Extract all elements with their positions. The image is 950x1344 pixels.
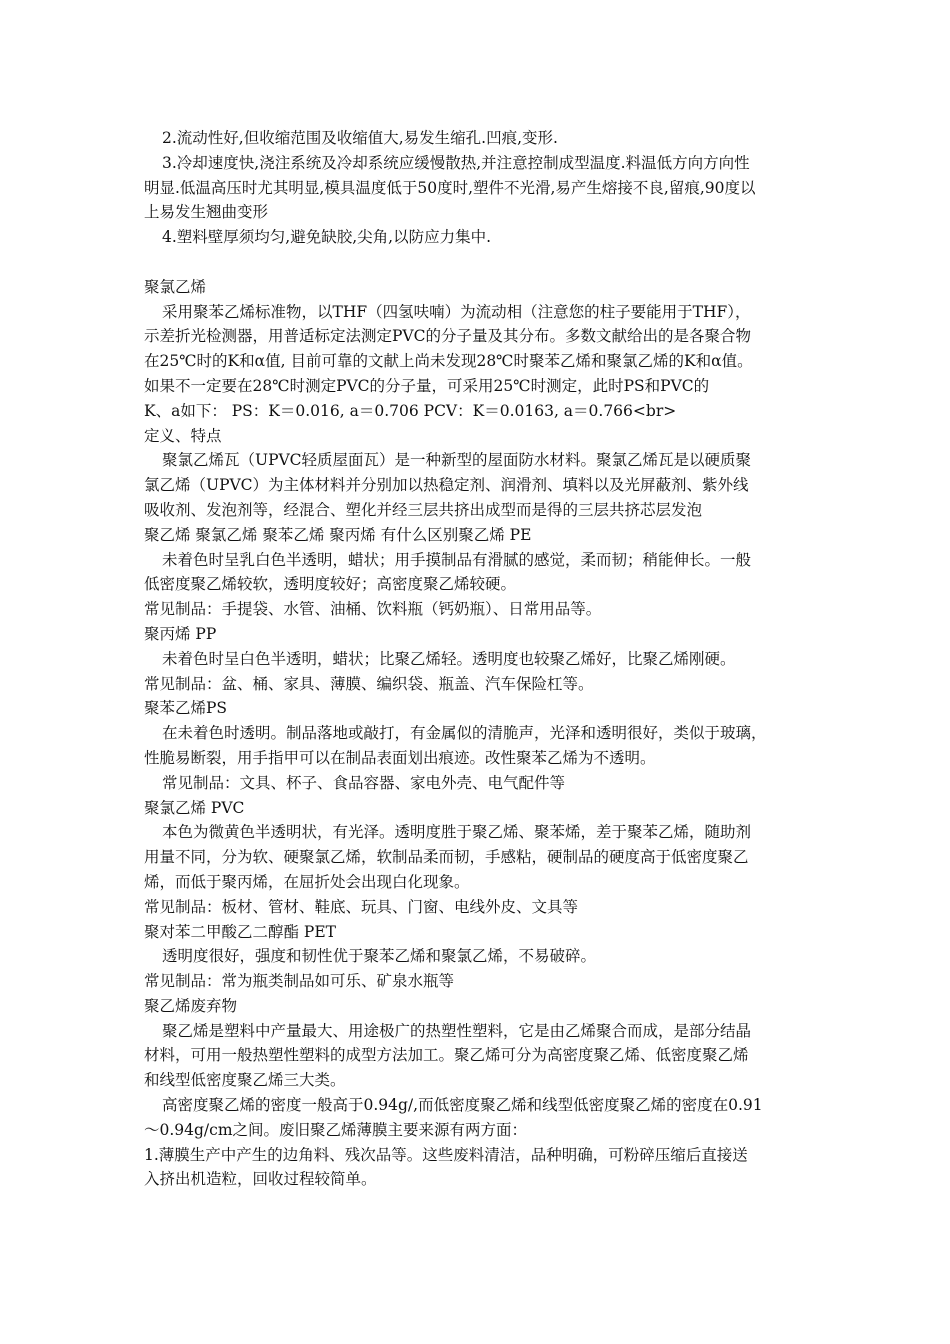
text-line: 1.薄膜生产中产生的边角料、残次品等。这些废料清洁，品种明确，可粉碎压缩后直接送 [144, 1145, 748, 1164]
text-line: 明显.低温高压时尤其明显,模具温度低于50度时,塑件不光滑,易产生熔接不良,留痕,90度以 [144, 178, 756, 197]
text-line: 上易发生翘曲变形 [144, 203, 269, 222]
text-line: ～0.94g/cm之间。废旧聚乙烯薄膜主要来源有两方面： [144, 1120, 528, 1139]
text-line: 透明度很好，强度和韧性优于聚苯乙烯和聚氯乙烯，不易破碎。 [162, 947, 597, 966]
text-line: 示差折光检测器，用普适标定法测定PVC的分子量及其分布。多数文献给出的是各聚合物 [144, 327, 751, 346]
text-line: 性脆易断裂，用手指甲可以在制品表面划出痕迹。改性聚苯乙烯为不透明。 [144, 748, 656, 767]
text-line: 聚乙烯废弃物 [144, 996, 238, 1015]
text-line: 吸收剂、发泡剂等，经混合、塑化并经三层共挤出成型而是得的三层共挤芯层发泡 [144, 500, 703, 519]
text-line: 常见制品：手提袋、水管、油桶、饮料瓶（钙奶瓶）、日常用品等。 [144, 600, 602, 619]
text-line: 聚乙烯是塑料中产量最大、用途极广的热塑性塑料，它是由乙烯聚合而成，是部分结晶 [162, 1021, 752, 1040]
text-line: K、a如下： PS：K＝0.016, a＝0.706 PCV：K＝0.0163, a＝0.766<br> [144, 401, 677, 420]
text-line: 如果不一定要在28℃时测定PVC的分子量，可采用25℃时测定，此时PS和PVC的 [144, 376, 710, 395]
text-line: 在未着色时透明。制品落地或敲打，有金属似的清脆声，光泽和透明很好，类似于玻璃， [162, 724, 767, 743]
text-line: 常见制品：文具、杯子、食品容器、家电外壳、电气配件等 [162, 773, 566, 792]
text-line: 用量不同，分为软、硬聚氯乙烯，软制品柔而韧，手感粘，硬制品的硬度高于低密度聚乙 [144, 848, 749, 867]
text-line: 聚乙烯 聚氯乙烯 聚苯乙烯 聚丙烯 有什么区别聚乙烯 PE [144, 525, 532, 544]
text-line: 和线型低密度聚乙烯三大类。 [144, 1071, 346, 1090]
text-line: 聚氯乙烯瓦（UPVC轻质屋面瓦）是一种新型的屋面防水材料。聚氯乙烯瓦是以硬质聚 [162, 451, 752, 470]
text-line: 未着色时呈乳白色半透明，蜡状；用手摸制品有滑腻的感觉，柔而韧；稍能伸长。一般 [162, 550, 752, 569]
text-line: 定义、特点 [144, 426, 222, 445]
text-line: 在25℃时的K和α值, 目前可靠的文献上尚未发现28℃时聚苯乙烯和聚氯乙烯的K和α值。 [144, 352, 753, 371]
text-line: 聚氯乙烯 PVC [144, 798, 245, 817]
text-line: 未着色时呈白色半透明，蜡状；比聚乙烯轻。透明度也较聚乙烯好，比聚乙烯刚硬。 [162, 649, 736, 668]
text-line: 高密度聚乙烯的密度一般高于0.94g/,而低密度聚乙烯和线型低密度聚乙烯的密度在0.91 [162, 1096, 763, 1115]
text-line: 聚对苯二甲酸乙二醇酯 PET [144, 922, 337, 941]
text-line: 聚丙烯 PP [144, 624, 217, 643]
text-line: 材料，可用一般热塑性塑料的成型方法加工。聚乙烯可分为高密度聚乙烯、低密度聚乙烯 [144, 1046, 749, 1065]
text-line: 常见制品：板材、管材、鞋底、玩具、门窗、电线外皮、文具等 [144, 897, 579, 916]
text-line: 本色为微黄色半透明状，有光泽。透明度胜于聚乙烯、聚苯烯，差于聚苯乙烯，随助剂 [162, 823, 752, 842]
text-line: 4.塑料壁厚须均匀,避免缺胶,尖角,以防应力集中. [162, 228, 491, 247]
text-line: 2.流动性好,但收缩范围及收缩值大,易发生缩孔.凹痕,变形. [162, 129, 558, 147]
text-line: 采用聚苯乙烯标准物，以THF（四氢呋喃）为流动相（注意您的柱子要能用于THF）， [162, 302, 751, 321]
text-line: 聚氯乙烯 [144, 277, 207, 296]
text-line: 低密度聚乙烯较软，透明度较好；高密度聚乙烯较硬。 [144, 575, 517, 594]
text-line: 3.冷却速度快,浇注系统及冷却系统应缓慢散热,并注意控制成型温度.料温低方向方向性 [162, 153, 750, 172]
blank-line [144, 250, 816, 275]
text-line: 烯，而低于聚丙烯，在屈折处会出现白化现象。 [144, 872, 470, 891]
text-line: 入挤出机造粒，回收过程较简单。 [144, 1170, 377, 1189]
document-body [144, 126, 816, 1192]
text-line: 聚苯乙烯PS [144, 699, 228, 718]
text-line: 常见制品：盆、桶、家具、薄膜、编织袋、瓶盖、汽车保险杠等。 [144, 674, 594, 693]
text-line: 氯乙烯（UPVC）为主体材料并分别加以热稳定剂、润滑剂、填料以及光屏蔽剂、紫外线 [144, 476, 749, 495]
text-line: 常见制品：常为瓶类制品如可乐、矿泉水瓶等 [144, 972, 455, 991]
